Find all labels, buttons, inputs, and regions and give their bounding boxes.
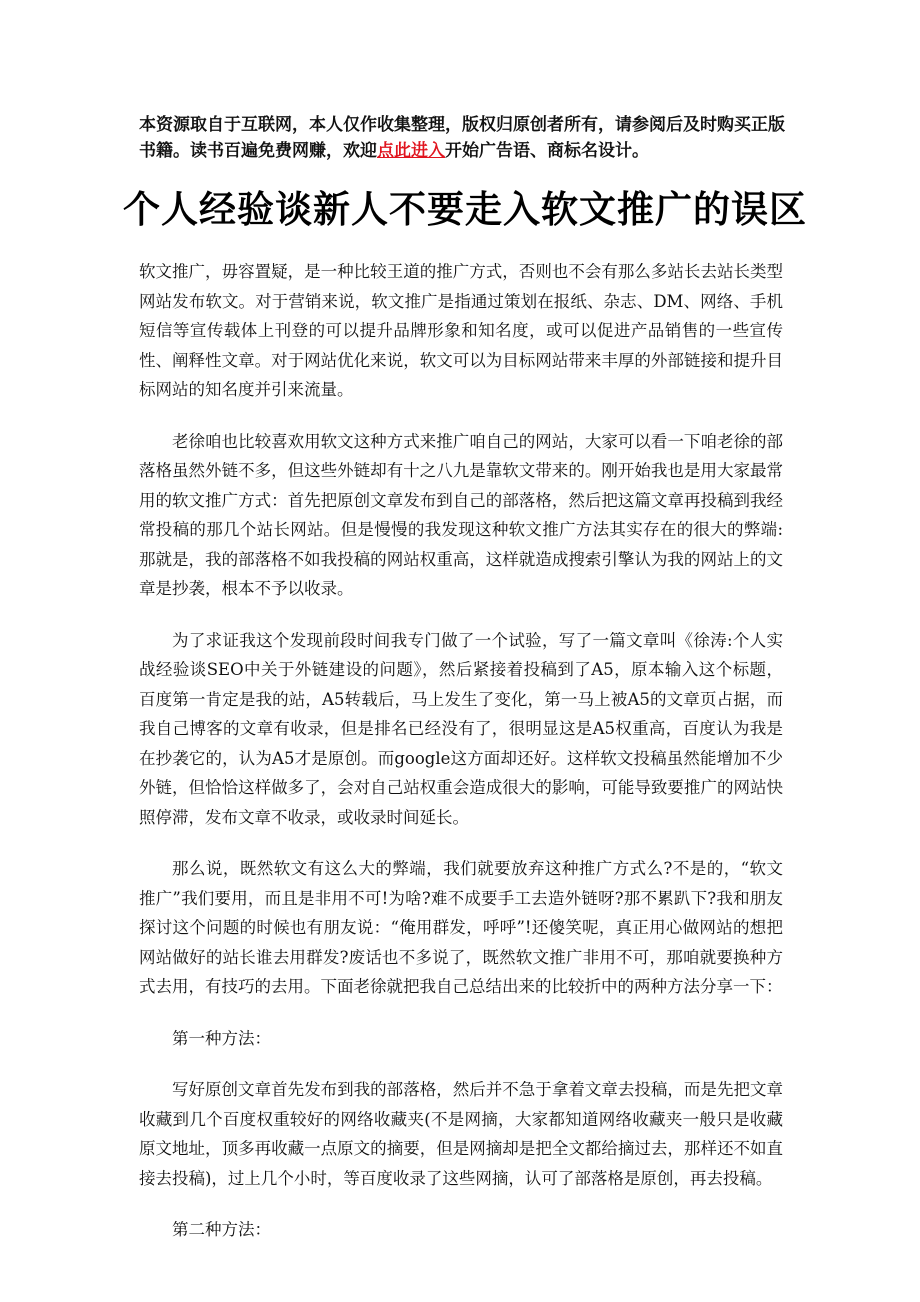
paragraph-experiment: 为了求证我这个发现前段时间我专门做了一个试验，写了一篇文章叫《徐涛:个人实战经验谈SEO中关于外链建设的问题》，然后紧接着投稿到了A5，原本输入这个标题，百度第一肯定是我的站，A5转载后，马上发生了变化，第一马上被A5的文章页占据，而我自己博客的文章有收录，但是排名已经没有了，很明显这是A5权重高，百度认为我是在抄袭它的，认为A5才是原创。而google这方面却还好。这样软文投稿虽然能增加不少外链，但恰恰这样做多了，会对自己站权重会造成很大的影响，可能导致要推广的网站快照停滞，发布文章不收录，或收录时间延长。 [139, 630, 783, 827]
article-body [139, 257, 783, 1267]
paragraph-discussion: 那么说，既然软文有这么大的弊端，我们就要放弃这种推广方式么?不是的，“软文推广”我们要用，而且是非用不可!为啥?难不成要手工去造外链呀?那不累趴下?我和朋友探讨这个问题的时候也有朋友说：“俺用群发，呼呼”!还傻笑呢，真正用心做网站的想把网站做好的站长谁去用群发?废话也不多说了，既然软文推广非用不可，那咱就要换种方式去用，有技巧的去用。下面老徐就把我自己总结出来的比较折中的两种方法分享一下： [139, 859, 783, 996]
method-one-heading: 第一种方法： [172, 1028, 271, 1048]
enter-link[interactable]: 点此进入 [377, 141, 445, 161]
paragraph-experience: 老徐咱也比较喜欢用软文这种方式来推广咱自己的网站，大家可以看一下咱老徐的部落格虽然外链不多，但这些外链却有十之八九是靠软文带来的。刚开始我也是用大家最常用的软文推广方式：首先把原创文章发布到自己的部落格，然后把这篇文章再投稿到我经常投稿的那几个站长网站。但是慢慢的我发现这种软文推广方法其实存在的很大的弊端:那就是，我的部落格不如我投稿的网站权重高，这样就造成搜索引擎认为我的网站上的文章是抄袭，根本不予以收录。 [139, 431, 783, 598]
article-title: 个人经验谈新人不要走入软文推广的误区 [123, 188, 807, 231]
paragraph-intro: 软文推广，毋容置疑，是一种比较王道的推广方式，否则也不会有那么多站长去站长类型网站发布软文。对于营销来说，软文推广是指通过策划在报纸、杂志、DM、网络、手机短信等宣传载体上刊登的可以提升品牌形象和知名度，或可以促进产品销售的一些宣传性、阐释性文章。对于网站优化来说，软文可以为目标网站带来丰厚的外部链接和提升目标网站的知名度并引来流量。 [139, 262, 783, 399]
notice-text-after: 开始广告语、商标名设计。 [445, 141, 649, 161]
method-two-heading: 第二种方法： [172, 1220, 271, 1239]
paragraph-method-one: 写好原创文章首先发布到我的部落格，然后并不急于拿着文章去投稿，而是先把文章收藏到几个百度权重较好的网络收藏夹(不是网摘，大家都知道网络收藏夹一般只是收藏原文地址，顶多再收藏一点原文的摘要，但是网摘却是把全文都给摘过去，那样还不如直接去投稿)，过上几个小时，等百度收录了这些网摘，认可了部落格是原创，再去投稿。 [139, 1080, 783, 1188]
copyright-notice [139, 112, 789, 164]
notice-text-before: 本资源取自于互联网，本人仅作收集整理，版权归原创者所有，请参阅后及时购买正版书籍。读书百遍免费网赚，欢迎 [139, 115, 785, 161]
